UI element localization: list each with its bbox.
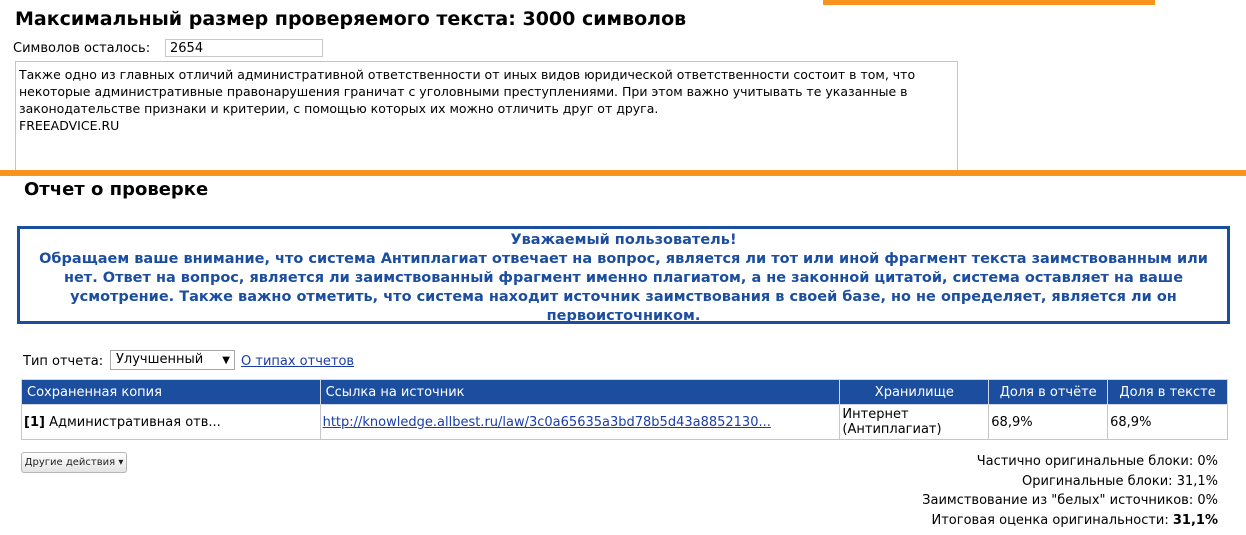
caret-down-icon: ▾ <box>118 457 124 468</box>
report-types-link[interactable]: О типах отчетов <box>241 354 355 369</box>
col-header-share-text[interactable]: Доля в тексте <box>1108 380 1228 405</box>
col-header-link[interactable]: Ссылка на источник <box>320 380 840 405</box>
source-link[interactable]: http://knowledge.allbest.ru/law/3c0a65635a3bd78b5d43a8852130... <box>322 414 771 430</box>
summary-original-label: Оригинальные блоки: <box>1022 473 1173 489</box>
col-header-share-report[interactable]: Доля в отчёте <box>989 380 1108 405</box>
results-table <box>21 379 1228 440</box>
originality-summary <box>922 452 1218 530</box>
summary-original <box>922 472 1218 492</box>
other-actions-label: Другие действия <box>24 457 116 468</box>
table-row <box>22 405 1228 440</box>
cell-link <box>320 405 840 440</box>
summary-partial <box>922 452 1218 472</box>
summary-white-value: 0% <box>1197 493 1218 508</box>
report-type-label: Тип отчета: <box>23 354 104 369</box>
summary-white <box>922 491 1218 511</box>
page-title: Максимальный размер проверяемого текста: 3000 символов <box>15 8 687 30</box>
report-type-select[interactable] <box>110 350 235 370</box>
saved-copy-name: Административная отв... <box>49 414 221 430</box>
check-text-input[interactable]: Также одно из главных отличий административной ответственности от иных видов юридической ответственности состоит в том, что некоторые административные правонарушения граничат с уголовными преступлениями. При этом важно учитывать те указанные в законодательстве признаки и критерии, с помощью которых их можно отличить друг от друга. FREEADVICE.RU <box>15 61 958 173</box>
top-orange-bar <box>823 0 1155 5</box>
notice-text: Обращаем ваше внимание, что система Антиплагиат отвечает на вопрос, является ли тот или иной фрагмент текста заимствованным или нет. Ответ на вопрос, является ли заимствованный фрагмент именно плагиатом, а не законной цитатой, система оставляет на ваше усмотрение. Также важно отметить, что система находит источник заимствования в своей базе, но не определяет, является ли он первоисточником. <box>39 251 1208 324</box>
other-actions-button[interactable] <box>21 452 127 473</box>
col-header-copy[interactable]: Сохраненная копия <box>22 380 321 405</box>
summary-total-label: Итоговая оценка оригинальности: <box>931 512 1169 528</box>
table-header-row <box>22 380 1228 405</box>
notice-heading: Уважаемый пользователь! <box>510 232 737 248</box>
summary-total-value: 31,1% <box>1172 512 1218 528</box>
chars-left-label: Символов осталось: <box>13 41 151 56</box>
chars-left-field: 2654 <box>165 39 323 57</box>
chevron-down-icon: ▼ <box>222 355 230 366</box>
notice-box <box>17 226 1230 324</box>
cell-storage: Интернет (Антиплагиат) <box>840 405 989 440</box>
summary-partial-value: 0% <box>1197 454 1218 469</box>
row-index: [1] <box>24 414 45 430</box>
summary-total <box>922 511 1218 531</box>
cell-share-text: 68,9% <box>1108 405 1228 440</box>
summary-white-label: Заимствование из "белых" источников: <box>922 493 1194 508</box>
report-type-value: Улучшенный <box>116 352 204 367</box>
col-header-storage[interactable]: Хранилище <box>840 380 989 405</box>
cell-share-report: 68,9% <box>989 405 1108 440</box>
cell-copy[interactable] <box>22 405 321 440</box>
orange-divider <box>0 170 1246 176</box>
report-title: Отчет о проверке <box>24 179 209 200</box>
summary-partial-label: Частично оригинальные блоки: <box>976 454 1194 469</box>
summary-original-value: 31,1% <box>1176 473 1218 489</box>
